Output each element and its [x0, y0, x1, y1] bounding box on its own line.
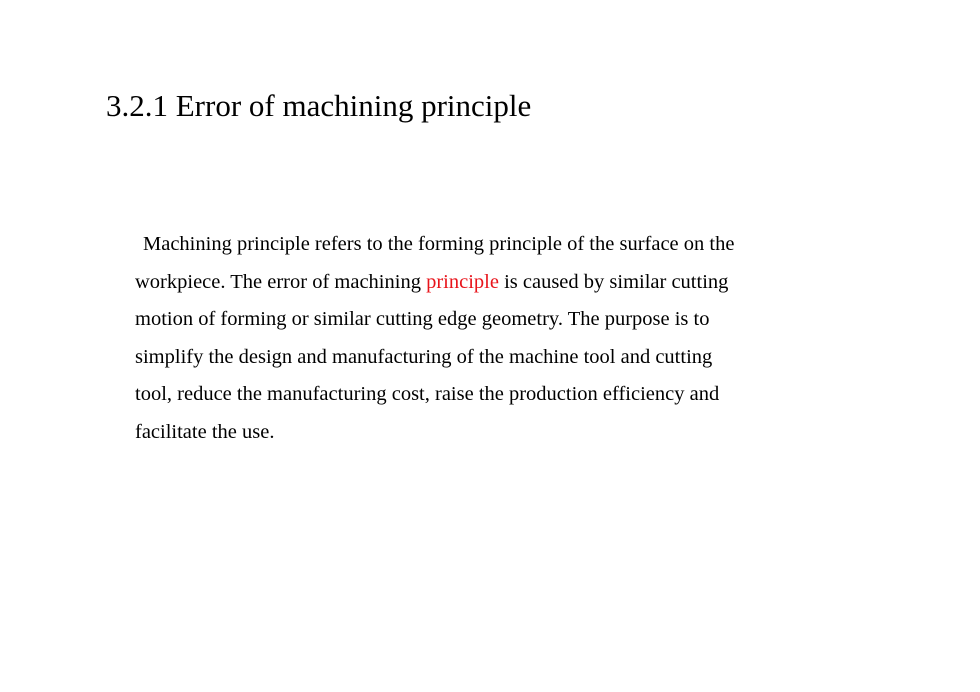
paragraph-line-1: Machining principle refers to the forming principle of the surface on the [143, 233, 735, 255]
slide-title: 3.2.1 Error of machining principle [106, 88, 532, 123]
paragraph-line-2-end: is caused by similar cutting [498, 270, 729, 293]
body-paragraph [135, 226, 835, 451]
highlighted-word: principle [426, 270, 499, 293]
paragraph-line-6: facilitate the use. [135, 420, 275, 443]
paragraph-line-2-start: workpiece. The error of machining [135, 270, 427, 293]
paragraph-line-4: simplify the design and manufacturing of the machine tool and cutting [135, 345, 713, 368]
paragraph-line-3: motion of forming or similar cutting edge geometry. The purpose is to [135, 308, 710, 330]
paragraph-line-2 [135, 264, 835, 302]
paragraph-line-5: tool, reduce the manufacturing cost, raise the production efficiency and [135, 383, 720, 405]
